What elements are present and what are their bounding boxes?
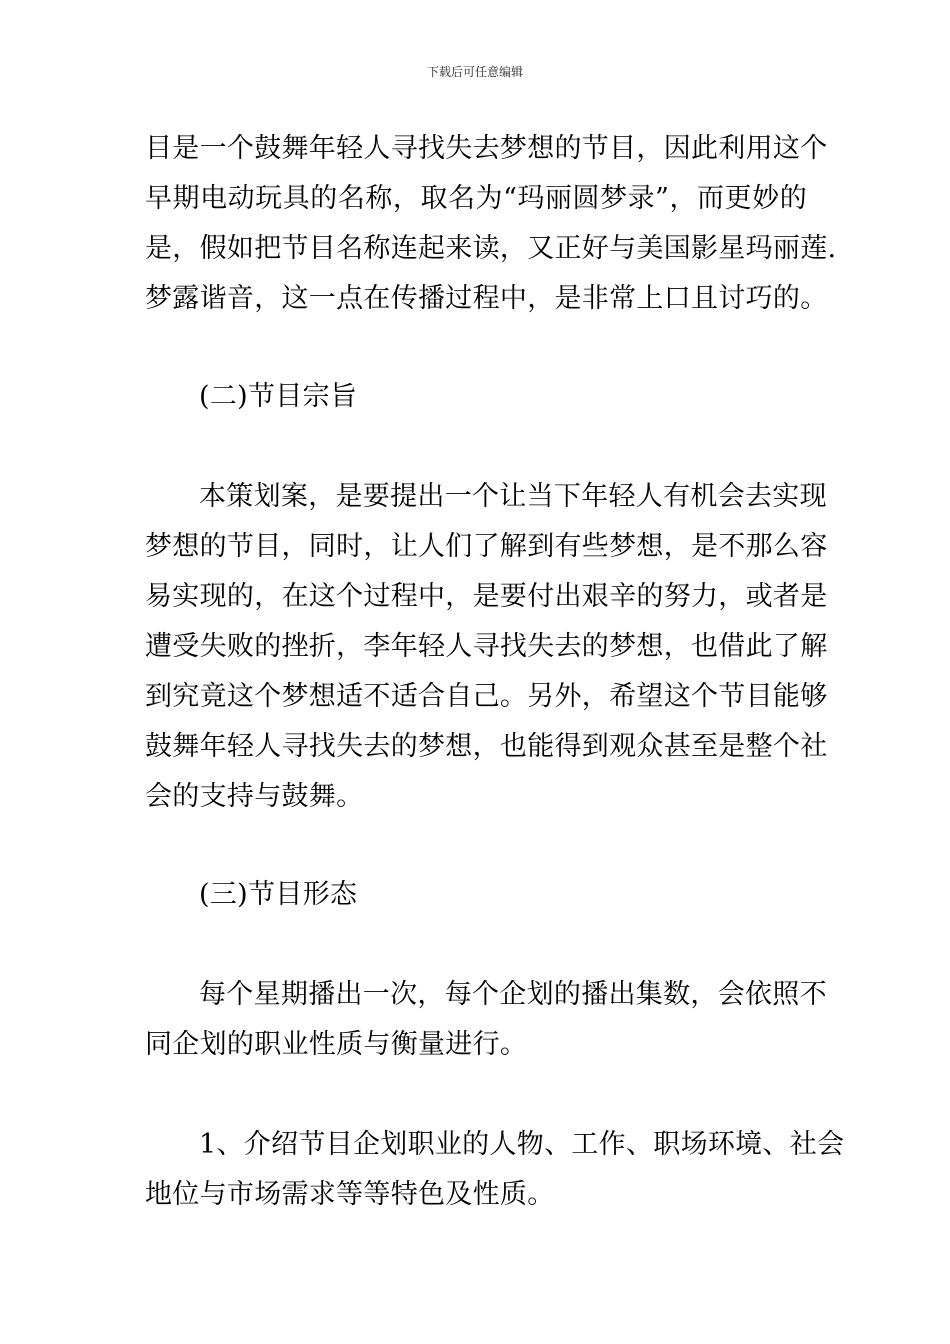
text-line: 鼓舞年轻人寻找失去的梦想，也能得到观众甚至是整个社: [145, 731, 828, 762]
heading-text: (二)节目宗旨: [199, 381, 358, 412]
text-line: 遭受失败的挫折，李年轻人寻找失去的梦想，也借此了解: [145, 631, 828, 662]
paragraph-format: [145, 970, 827, 1070]
text-line: 每个星期播出一次，每个企划的播出集数，会依照不: [199, 979, 827, 1010]
header-note: 下载后可任意编辑: [426, 65, 523, 79]
text-line: 易实现的，在这个过程中，是要付出艰辛的努力，或者是: [145, 581, 828, 612]
text-line: 到究竟这个梦想适不适合自己。另外，希望这个节目能够: [145, 681, 828, 712]
paragraph-program-name: [145, 124, 837, 324]
text-line: 地位与市场需求等等特色及性质。: [145, 1179, 555, 1210]
text-line: 1、介绍节目企划职业的人物、工作、职场环境、社会: [199, 1129, 845, 1160]
section-heading-format: [199, 870, 599, 920]
text-line: 梦想的节目，同时，让人们了解到有些梦想，是不那么容: [145, 531, 828, 562]
text-line: 早期电动玩具的名称，取名为“玛丽圆梦录”，而更妙的: [145, 183, 807, 214]
section-heading-purpose: [199, 372, 599, 422]
paragraph-purpose: [145, 472, 828, 822]
text-line: 目是一个鼓舞年轻人寻找失去梦想的节目，因此利用这个: [145, 133, 828, 164]
text-line: 会的支持与鼓舞。: [145, 781, 364, 812]
text-line: 本策划案，是要提出一个让当下年轻人有机会去实现: [199, 481, 827, 512]
paragraph-item-1: [145, 1120, 845, 1220]
text-line: 是，假如把节目名称连起来读，又正好与美国影星玛丽莲.: [145, 233, 837, 264]
heading-text: (三)节目形态: [199, 879, 358, 910]
text-line: 同企划的职业性质与衡量进行。: [145, 1029, 528, 1060]
text-line: 梦露谐音，这一点在传播过程中，是非常上口且讨巧的。: [145, 283, 828, 314]
